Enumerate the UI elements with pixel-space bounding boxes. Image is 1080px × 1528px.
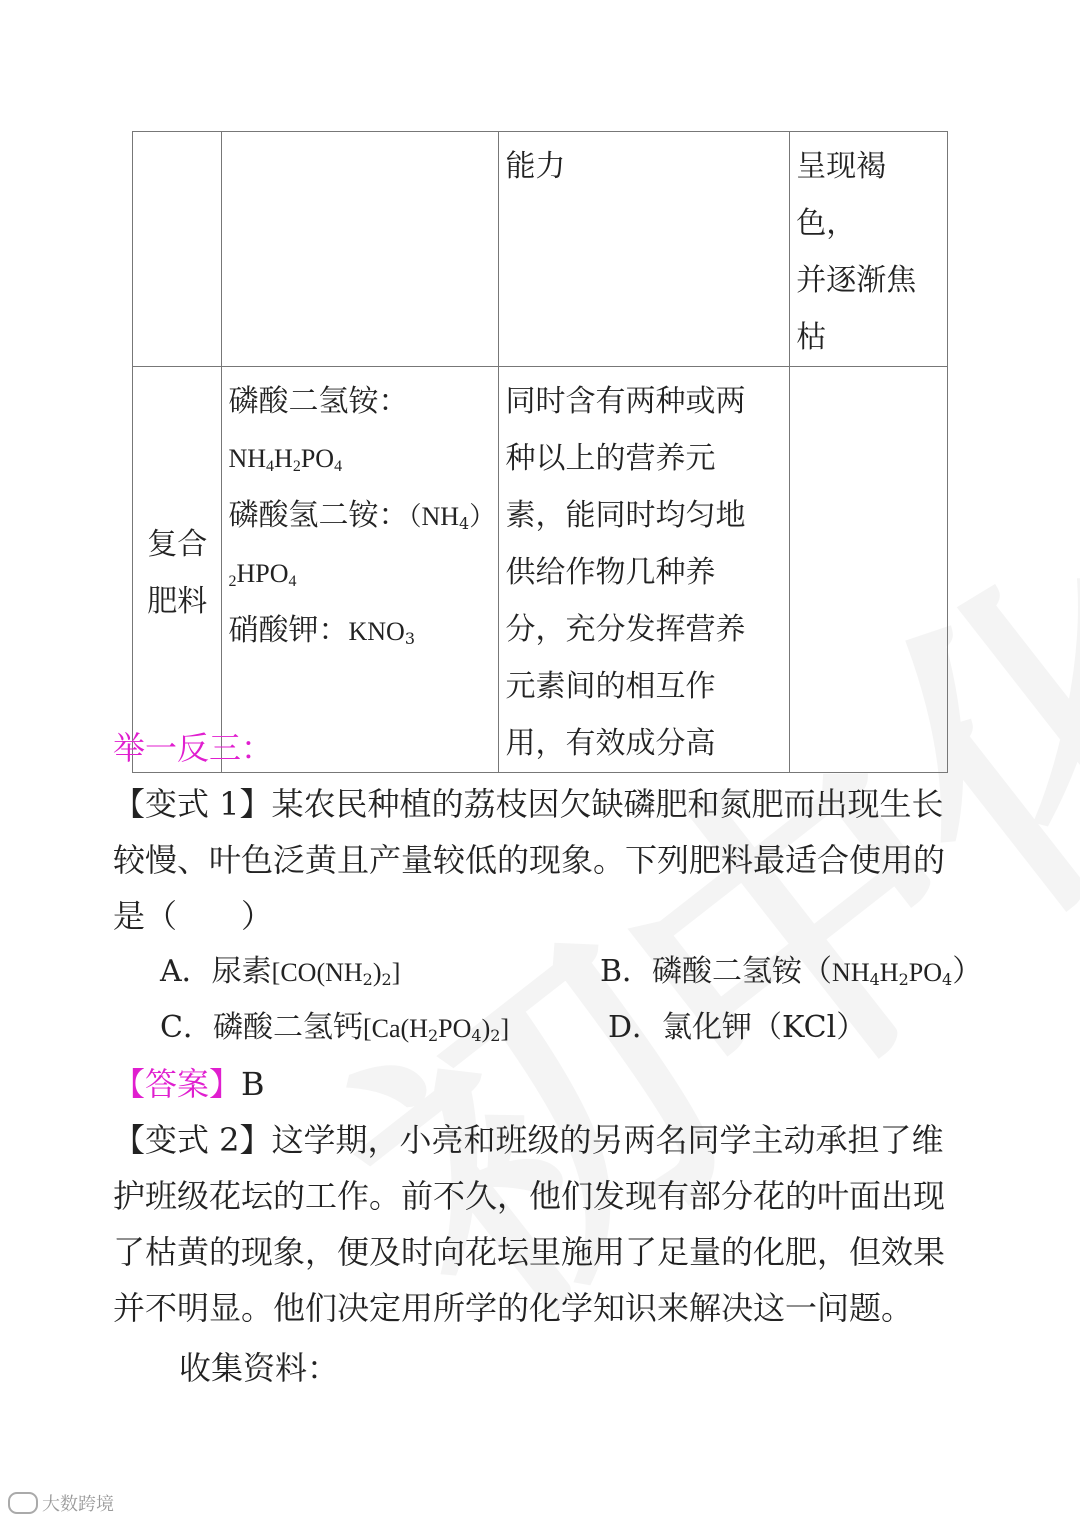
option-d: D．氯化钾（KCl） — [608, 1010, 867, 1045]
example-name: 磷酸二氢铵： — [228, 384, 409, 419]
table-cell — [790, 367, 948, 773]
desc-line: 元素间的相互作 — [505, 669, 716, 704]
option-b: B．磷酸二氢铵$(NH_4H_2PO_4)$ — [600, 954, 983, 989]
cell-line: 并逐渐焦 — [796, 263, 917, 298]
fertilizer-table — [132, 131, 948, 773]
table-cell — [790, 132, 948, 367]
example-line: 磷酸氢二铵：$(NH_4)$ — [228, 498, 496, 533]
question-line: 是（ ） — [113, 897, 274, 935]
example-formula: $NH_4H_2PO_4$ — [228, 444, 343, 475]
brand-name: 大数跨境 — [42, 1494, 114, 1515]
brand-logo-icon — [8, 1492, 38, 1514]
example-line: 硝酸钾：$KNO_3$ — [228, 613, 416, 648]
examples-cell — [222, 367, 499, 773]
description-cell — [499, 367, 790, 773]
question-line: 护班级花坛的工作。前不久，他们发现有部分花的叶面出现 — [113, 1177, 946, 1215]
option-a: A．尿素$[CO(NH_2)_2]$ — [160, 954, 401, 989]
desc-line: 用，有效成分高 — [505, 726, 716, 761]
table-row — [133, 132, 948, 367]
footer-brand — [8, 1490, 114, 1516]
category-line: 肥料 — [147, 583, 208, 619]
cell-line: 枯 — [796, 320, 827, 355]
collect-heading: 收集资料： — [179, 1349, 340, 1387]
question-line: 【变式 2】这学期，小亮和班级的另两名同学主动承担了维 — [113, 1121, 944, 1159]
category-line: 复合 — [147, 526, 208, 562]
question-line: 较慢、叶色泛黄且产量较低的现象。下列肥料最适合使用的 — [113, 841, 946, 879]
table-row — [133, 367, 948, 773]
cell-text: 能力 — [505, 149, 566, 184]
example-formula: $_2HPO_4$ — [228, 559, 297, 590]
answer-value: B — [241, 1065, 265, 1103]
option-c: C．磷酸二氢钙$[Ca(H_2PO_4)_2]$ — [160, 1010, 510, 1045]
category-cell — [133, 367, 222, 773]
desc-line: 同时含有两种或两 — [505, 384, 746, 419]
question-line: 并不明显。他们决定用所学的化学知识来解决这一问题。 — [113, 1289, 914, 1327]
cell-line: 呈现褐色， — [796, 149, 887, 241]
desc-line: 分，充分发挥营养 — [505, 612, 746, 647]
answer-label: 【答案】 — [113, 1065, 242, 1103]
desc-line: 供给作物几种养 — [505, 555, 716, 590]
options-row — [113, 1000, 973, 1056]
table-cell — [499, 132, 790, 367]
table-cell — [133, 132, 222, 367]
desc-line: 素，能同时均匀地 — [505, 498, 746, 533]
exercise-content — [113, 720, 983, 1396]
question-line: 【变式 1】某农民种植的荔枝因欠缺磷肥和氮肥而出现生长 — [113, 785, 944, 823]
options-row — [113, 944, 983, 1000]
answer-line — [113, 1056, 973, 1112]
table-cell — [222, 132, 499, 367]
question-line: 了枯黄的现象，便及时向花坛里施用了足量的化肥，但效果 — [113, 1233, 946, 1271]
desc-line: 种以上的营养元 — [505, 441, 716, 476]
section-heading: 举一反三： — [113, 729, 274, 767]
